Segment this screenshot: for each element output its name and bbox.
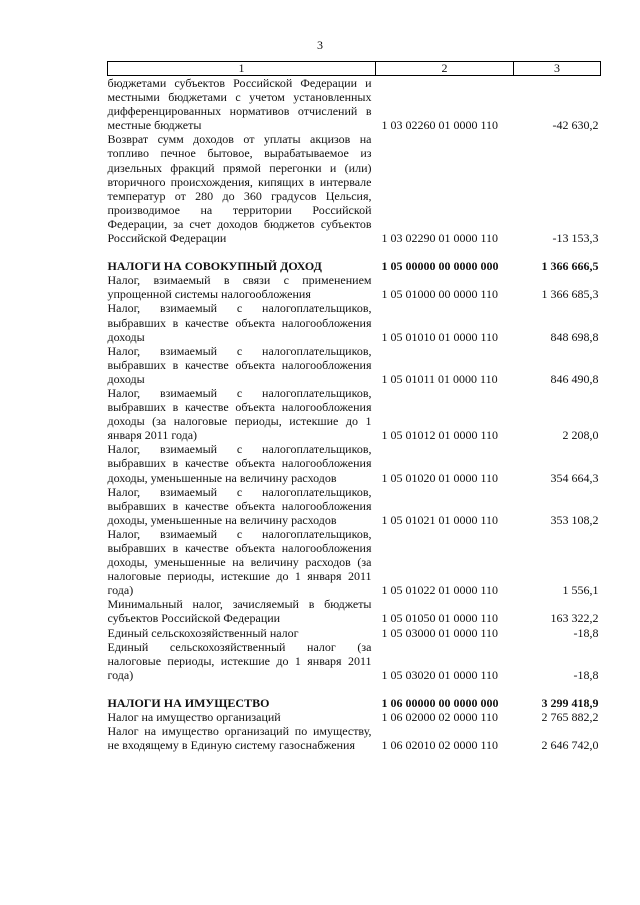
- row-name-cell: бюджетами субъектов Российской Федерации и местными бюджетами с учетом установленных дифференцированных нормативов отчислений в местные бюджеты: [107, 76, 372, 133]
- row-amount-cell: 848 698,8: [550, 329, 599, 344]
- table-row: [108, 386, 601, 442]
- row-amount-cell: -13 153,3: [552, 231, 599, 246]
- row-code-cell: 1 03 02260 01 0000 110: [381, 118, 499, 133]
- row-amount-cell: -18,8: [573, 625, 599, 640]
- header-row: [108, 62, 601, 76]
- row-code-cell: 1 06 02000 02 0000 110: [381, 710, 499, 725]
- row-name-cell: Минимальный налог, зачисляемый в бюджеты субъектов Российской Федерации: [107, 597, 372, 626]
- row-name-cell: НАЛОГИ НА ИМУЩЕСТВО: [107, 695, 270, 710]
- row-amount-cell: 1 366 685,3: [541, 287, 599, 302]
- table-header: [108, 62, 601, 76]
- table-row: [108, 710, 601, 724]
- row-amount-cell: -42 630,2: [552, 118, 599, 133]
- row-amount-cell: 2 208,0: [562, 428, 599, 443]
- row-code-cell: 1 06 00000 00 0000 000: [381, 695, 499, 710]
- row-name-cell: Налог, взимаемый с налогоплательщиков, выбравших в качестве объекта налогообложения доходы, уменьшенные на величину расходов (за налоговые периоды, истекшие до 1 января 2011 года): [107, 526, 372, 598]
- table-row: [108, 344, 601, 386]
- row-code-cell: 1 05 00000 00 0000 000: [381, 259, 499, 274]
- table-row: [108, 626, 601, 640]
- section-row: [108, 245, 601, 273]
- row-name-cell: Налог, взимаемый в связи с применением упрощенной системы налогообложения: [107, 273, 372, 302]
- row-name-cell: Налог, взимаемый с налогоплательщиков, выбравших в качестве объекта налогообложения доходы, уменьшенные на величину расходов: [107, 442, 372, 485]
- row-name-cell: Налог на имущество организаций по имуществу, не входящему в Единую систему газоснабжения: [107, 724, 372, 753]
- row-code-cell: 1 05 01000 00 0000 110: [381, 287, 499, 302]
- table-row: [108, 301, 601, 343]
- table-body: [108, 76, 601, 753]
- table-row: [108, 724, 601, 752]
- row-amount-cell: 2 765 882,2: [541, 710, 599, 725]
- column-header-amount: 3: [514, 62, 601, 76]
- row-code-cell: 1 05 03000 01 0000 110: [381, 625, 499, 640]
- row-code-cell: 1 05 01020 01 0000 110: [381, 470, 499, 485]
- column-header-name: 1: [108, 62, 376, 76]
- row-name-cell: Единый сельскохозяйственный налог (за налоговые периоды, истекшие до 1 января 2011 года): [107, 639, 372, 682]
- table-row: [108, 273, 601, 301]
- row-amount-cell: -18,8: [573, 667, 599, 682]
- row-code-cell: 1 05 01021 01 0000 110: [381, 512, 499, 527]
- table-row: [108, 485, 601, 527]
- row-name-cell: Налог, взимаемый с налогоплательщиков, выбравших в качестве объекта налогообложения доходы (за налоговые периоды, истекшие до 1 января 2011 года): [107, 385, 372, 443]
- table-row: [108, 442, 601, 484]
- row-name-cell: Налог, взимаемый с налогоплательщиков, выбравших в качестве объекта налогообложения доходы: [107, 301, 372, 344]
- row-amount-cell: 2 646 742,0: [541, 738, 599, 753]
- table-row: [108, 132, 601, 245]
- row-code-cell: 1 05 01011 01 0000 110: [381, 371, 498, 386]
- table-row: [108, 640, 601, 682]
- row-name-cell: Налог на имущество организаций: [107, 710, 281, 725]
- table-row: [108, 597, 601, 625]
- row-amount-cell: 846 490,8: [550, 371, 599, 386]
- section-row: [108, 682, 601, 710]
- row-code-cell: 1 05 01012 01 0000 110: [381, 428, 499, 443]
- row-name-cell: Возврат сумм доходов от уплаты акцизов на топливо печное бытовое, вырабатываемое из дизельных фракций прямой перегонки и (или) вторичного происхождения, кипящих в интервале температур от 280 до 360 градусов Цельсия, производимое на территории Российской Федерации, за счет доходов бюджетов субъектов Российской Федерации: [107, 132, 372, 246]
- row-amount-cell: 353 108,2: [550, 512, 599, 527]
- row-amount-cell: 163 322,2: [550, 611, 599, 626]
- column-header-code: 2: [376, 62, 514, 76]
- page-number: 3: [317, 38, 323, 52]
- row-code-cell: 1 05 01010 01 0000 110: [381, 329, 499, 344]
- row-name-cell: Единый сельскохозяйственный налог: [107, 625, 299, 640]
- row-code-cell: 1 06 02010 02 0000 110: [381, 738, 499, 753]
- row-code-cell: 1 05 03020 01 0000 110: [381, 667, 499, 682]
- row-amount-cell: 354 664,3: [550, 470, 599, 485]
- row-amount-cell: 1 366 666,5: [541, 259, 599, 274]
- budget-revenue-table: [107, 61, 601, 752]
- row-amount-cell: 1 556,1: [562, 583, 599, 598]
- row-name-cell: Налог, взимаемый с налогоплательщиков, выбравших в качестве объекта налогообложения доходы: [107, 343, 372, 386]
- row-code-cell: 1 05 01022 01 0000 110: [381, 583, 499, 598]
- row-name-cell: Налог, взимаемый с налогоплательщиков, выбравших в качестве объекта налогообложения доходы, уменьшенные на величину расходов: [107, 484, 372, 527]
- row-amount-cell: 3 299 418,9: [541, 695, 599, 710]
- row-code-cell: 1 05 01050 01 0000 110: [381, 611, 499, 626]
- row-name-cell: НАЛОГИ НА СОВОКУПНЫЙ ДОХОД: [107, 259, 322, 274]
- table-row: [108, 76, 601, 133]
- table-row: [108, 527, 601, 597]
- row-code-cell: 1 03 02290 01 0000 110: [381, 231, 499, 246]
